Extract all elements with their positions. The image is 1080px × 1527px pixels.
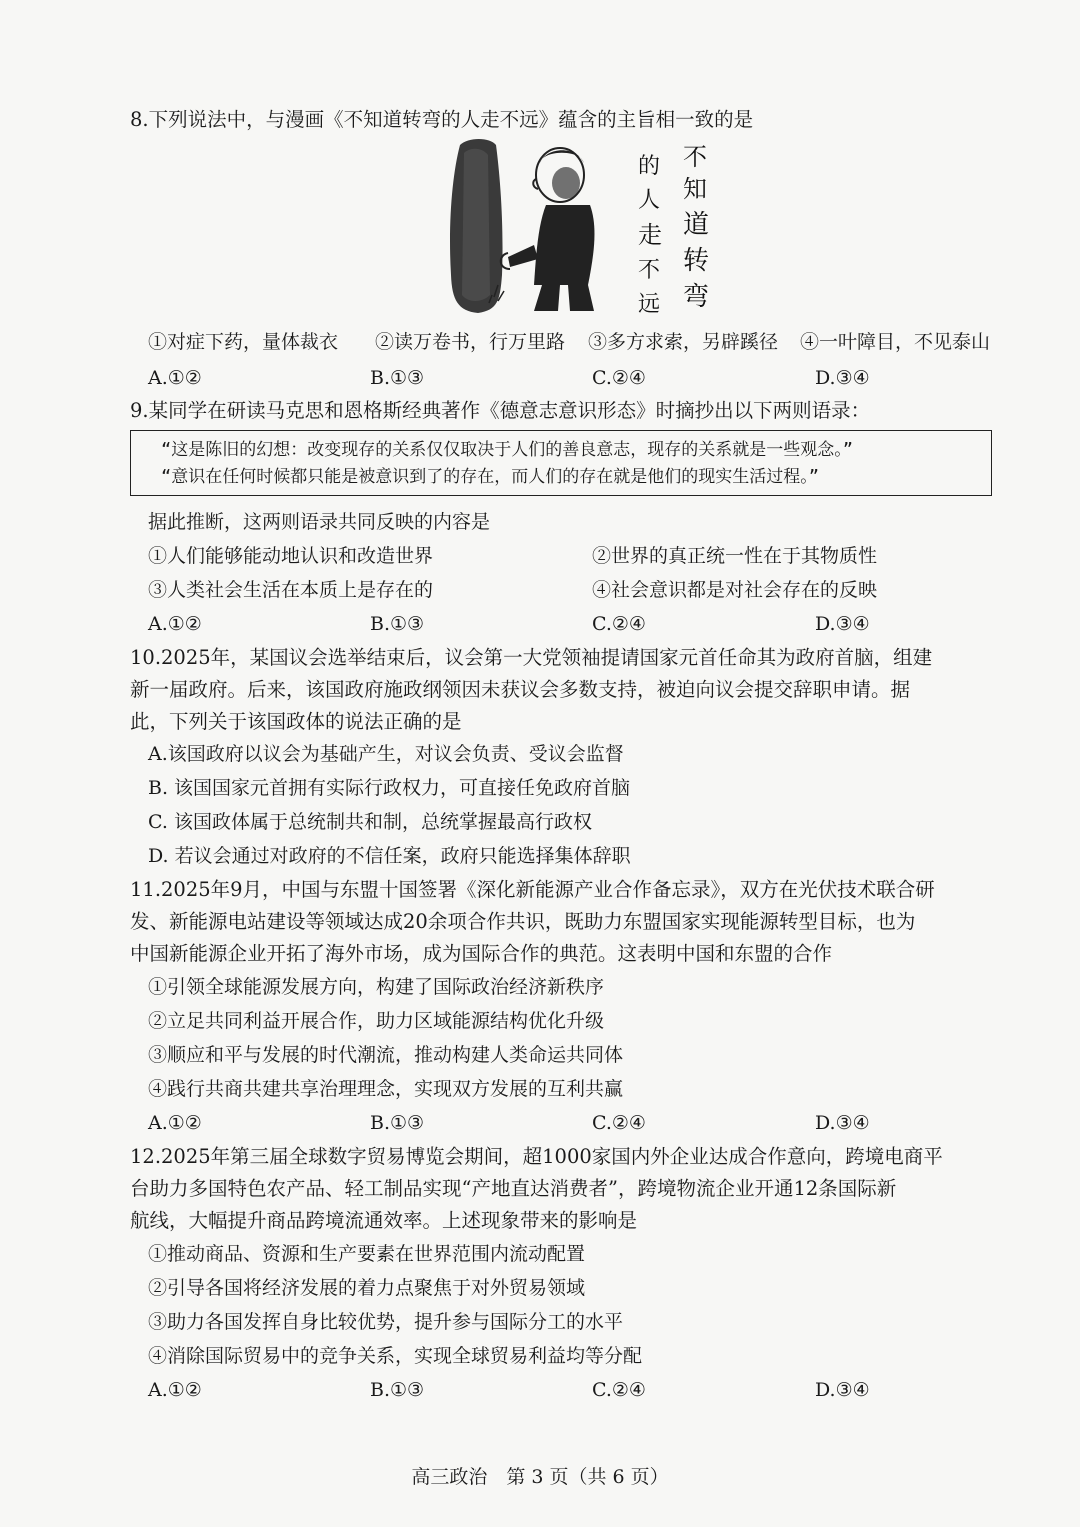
q11-statement-1: ①引领全球能源发展方向，构建了国际政治经济新秩序 (148, 976, 605, 998)
svg-text:人: 人 (638, 188, 661, 213)
svg-text:弯: 弯 (683, 282, 710, 312)
q10-stem-line-1: 10.2025年，某国议会选举结束后，议会第一大党领袖提请国家元首任命其为政府首脑，组建 (130, 646, 933, 669)
q11-stem-line-2: 发、新能源电站建设等领域达成20余项合作共识，既助力东盟国家实现能源转型目标，也为 (130, 910, 916, 933)
q12-statement-2: ②引导各国将经济发展的着力点聚焦于对外贸易领域 (148, 1277, 586, 1299)
q8-statement-4: ④一叶障目，不见泰山 (800, 331, 991, 353)
q8-statement-3: ③多方求索，另辟蹊径 (588, 331, 779, 353)
q11-statement-4: ④践行共商共建共享治理理念，实现双方发展的互利共赢 (148, 1078, 624, 1100)
q9-statement-1: ①人们能够能动地认识和改造世界 (148, 545, 434, 567)
q12-stem-line-1: 12.2025年第三届全球数字贸易博览会期间，超1000家国内外企业达成合作意向，跨境电商平 (130, 1145, 943, 1168)
svg-text:转: 转 (683, 246, 710, 276)
q11-choice-d: D.③④ (815, 1112, 870, 1134)
q9-statement-2: ②世界的真正统一性在于其物质性 (592, 545, 878, 567)
q9-stem: 9.某同学在研读马克思和恩格斯经典著作《德意志意识形态》时摘抄出以下两则语录： (130, 399, 871, 422)
quote-1: “这是陈旧的幻想：改变现存的关系仅仅取决于人们的善良意志，现存的关系就是一些观念。” (161, 440, 853, 460)
q12-statement-1: ①推动商品、资源和生产要素在世界范围内流动配置 (148, 1243, 586, 1265)
q11-choice-c: C.②④ (592, 1112, 646, 1134)
q11-choice-a: A.①② (148, 1112, 202, 1134)
q9-choice-d: D.③④ (815, 613, 870, 635)
q10-stem-line-2: 新一届政府。后来，该国政府施政纲领因未获议会多数支持，被迫向议会提交辞职申请。据 (130, 678, 911, 701)
q9-prompt: 据此推断，这两则语录共同反映的内容是 (148, 511, 491, 533)
q12-choice-d: D.③④ (815, 1379, 870, 1401)
q9-choice-b: B.①③ (370, 613, 425, 635)
q12-stem-line-3: 航线，大幅提升商品跨境流通效率。上述现象带来的影响是 (130, 1209, 638, 1232)
q8-choice-c: C.②④ (592, 367, 646, 389)
q9-statement-3: ③人类社会生活在本质上是存在的 (148, 579, 434, 601)
q11-statement-2: ②立足共同利益开展合作，助力区域能源结构优化升级 (148, 1010, 605, 1032)
q12-statement-3: ③助力各国发挥自身比较优势，提升参与国际分工的水平 (148, 1311, 624, 1333)
q11-stem-line-1: 11.2025年9月，中国与东盟十国签署《深化新能源产业合作备忘录》，双方在光伏技术联合研 (130, 878, 935, 901)
svg-text:的: 的 (638, 154, 661, 179)
svg-text:走: 走 (638, 221, 662, 249)
q8-statement-1: ①对症下药，量体裁衣 (148, 331, 339, 353)
q10-choice-a: A.该国政府以议会为基础产生，对议会负责、受议会监督 (148, 743, 624, 765)
cartoon-drawing (438, 135, 713, 317)
q12-choice-c: C.②④ (592, 1379, 646, 1401)
svg-text:道: 道 (683, 210, 710, 240)
q10-stem-line-3: 此，下列关于该国政体的说法正确的是 (130, 710, 462, 733)
svg-text:远: 远 (638, 292, 661, 317)
cartoon-illustration (438, 135, 713, 317)
q9-statement-4: ④社会意识都是对社会存在的反映 (592, 579, 878, 601)
svg-text:不: 不 (683, 143, 707, 171)
q8-statement-2: ②读万卷书，行万里路 (375, 331, 566, 353)
q8-choice-b: B.①③ (370, 367, 425, 389)
q8-stem: 8.下列说法中，与漫画《不知道转弯的人走不远》蕴含的主旨相一致的是 (130, 108, 754, 131)
svg-text:不: 不 (638, 258, 661, 283)
q12-choice-b: B.①③ (370, 1379, 425, 1401)
q12-stem-line-2: 台助力多国特色农产品、轻工制品实现“产地直达消费者”，跨境物流企业开通12条国际新 (130, 1177, 897, 1200)
quote-box (130, 430, 992, 496)
q8-choice-a: A.①② (148, 367, 202, 389)
q12-choice-a: A.①② (148, 1379, 202, 1401)
q8-choice-d: D.③④ (815, 367, 870, 389)
q10-choice-c: C. 该国政体属于总统制共和制，总统掌握最高行政权 (148, 811, 592, 833)
q9-choice-a: A.①② (148, 613, 202, 635)
q12-statement-4: ④消除国际贸易中的竞争关系，实现全球贸易利益均等分配 (148, 1345, 643, 1367)
q11-choice-b: B.①③ (370, 1112, 425, 1134)
q10-choice-d: D. 若议会通过对政府的不信任案，政府只能选择集体辞职 (148, 845, 631, 867)
q11-statement-3: ③顺应和平与发展的时代潮流，推动构建人类命运共同体 (148, 1044, 624, 1066)
q11-stem-line-3: 中国新能源企业开拓了海外市场，成为国际合作的典范。这表明中国和东盟的合作 (130, 942, 833, 965)
page-footer: 高三政治 第 3 页（共 6 页） (411, 1466, 669, 1488)
quote-2: “意识在任何时候都只能是被意识到了的存在，而人们的存在就是他们的现实生活过程。” (161, 467, 819, 487)
q9-choice-c: C.②④ (592, 613, 646, 635)
q10-choice-b: B. 该国国家元首拥有实际行政权力，可直接任免政府首脑 (148, 777, 631, 799)
svg-text:知: 知 (683, 175, 707, 203)
